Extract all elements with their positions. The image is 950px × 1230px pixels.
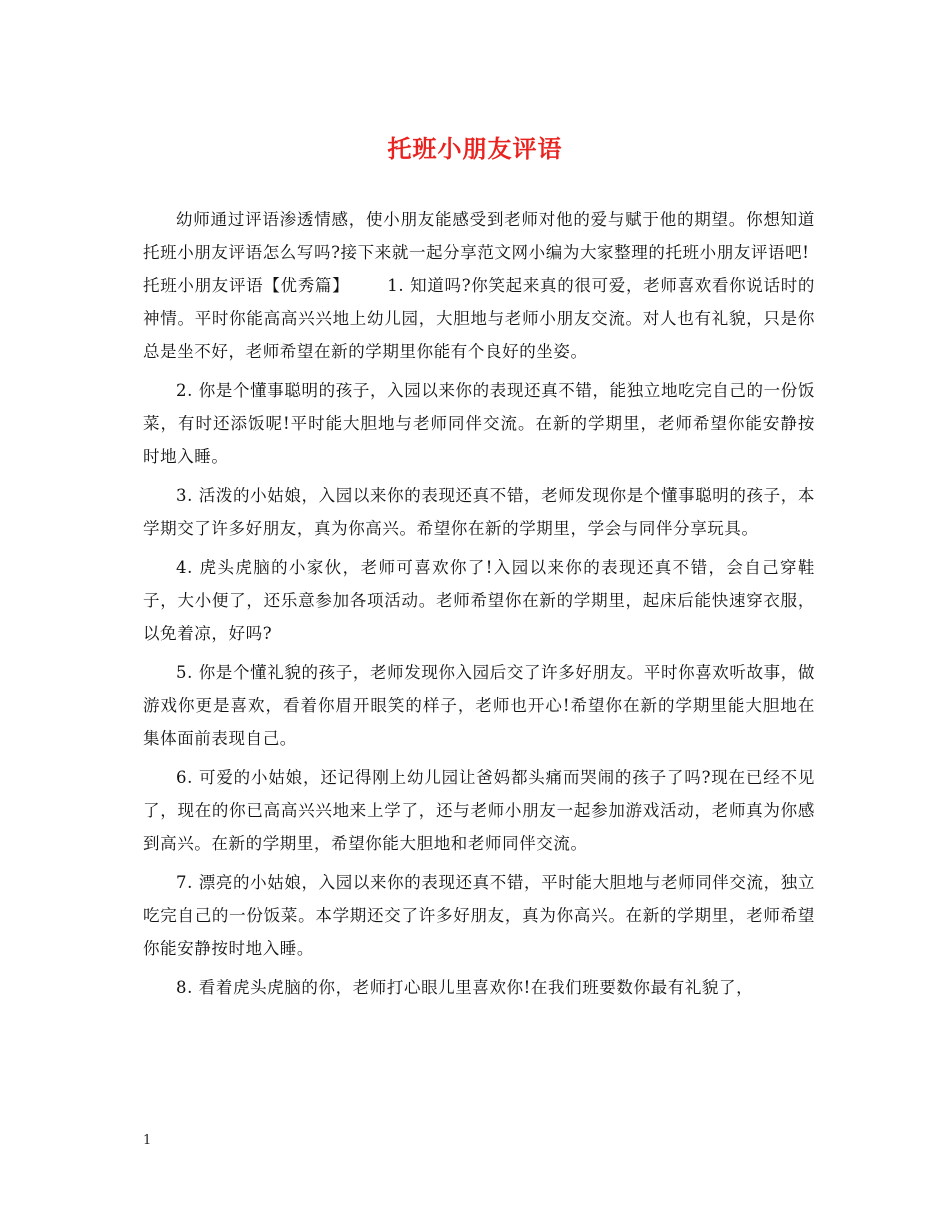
item-paragraph-3: 3. 活泼的小姑娘，入园以来你的表现还真不错，老师发现你是个懂事聪明的孩子，本学期交了许多好朋友，真为你高兴。希望你在新的学期里，学会与同伴分享玩具。	[143, 486, 815, 538]
document-body	[143, 203, 815, 1004]
document-title: 托班小朋友评语	[387, 134, 563, 163]
item-text-1: 1. 知道吗?你笑起来真的很可爱，老师喜欢看你说话时的神情。平时你能高高兴兴地上幼儿园，大胆地与老师小朋友交流。对人也有礼貌，只是你总是坐不好，老师希望在新的学期里你能有个良好的坐姿。	[143, 276, 815, 361]
item-paragraph-8: 8. 看着虎头虎脑的你，老师打心眼儿里喜欢你!在我们班要数你最有礼貌了，	[176, 978, 754, 997]
intro-paragraph: 幼师通过评语渗透情感，使小朋友能感受到老师对他的爱与赋于他的期望。你想知道托班小朋友评语怎么写吗?接下来就一起分享范文网小编为大家整理的托班小朋友评语吧!	[143, 210, 815, 262]
section-label: 托班小朋友评语【优秀篇】	[143, 276, 350, 295]
item-paragraph-5: 5. 你是个懂礼貌的孩子，老师发现你入园后交了许多好朋友。平时你喜欢听故事，做游戏你更是喜欢，看着你眉开眼笑的样子，老师也开心!希望你在新的学期里能大胆地在集体面前表现自己。	[143, 663, 815, 748]
item-paragraph-1	[143, 269, 815, 368]
page-number: 1	[143, 1133, 152, 1148]
item-paragraph-6: 6. 可爱的小姑娘，还记得刚上幼儿园让爸妈都头痛而哭闹的孩子了吗?现在已经不见了，现在的你已高高兴兴地来上学了，还与老师小朋友一起参加游戏活动，老师真为你感到高兴。在新的学期里，希望你能大胆地和老师同伴交流。	[143, 768, 815, 853]
item-paragraph-4: 4. 虎头虎脑的小家伙，老师可喜欢你了!入园以来你的表现还真不错，会自己穿鞋子，大小便了，还乐意参加各项活动。老师希望你在新的学期里，起床后能快速穿衣服，以免着凉，好吗?	[143, 558, 815, 643]
item-paragraph-2: 2. 你是个懂事聪明的孩子，入园以来你的表现还真不错，能独立地吃完自己的一份饭菜，有时还添饭呢!平时能大胆地与老师同伴交流。在新的学期里，老师希望你能安静按时地入睡。	[143, 381, 815, 466]
item-paragraph-7: 7. 漂亮的小姑娘，入园以来你的表现还真不错，平时能大胆地与老师同伴交流，独立吃完自己的一份饭菜。本学期还交了许多好朋友，真为你高兴。在新的学期里，老师希望你能安静按时地入睡。	[143, 873, 815, 958]
